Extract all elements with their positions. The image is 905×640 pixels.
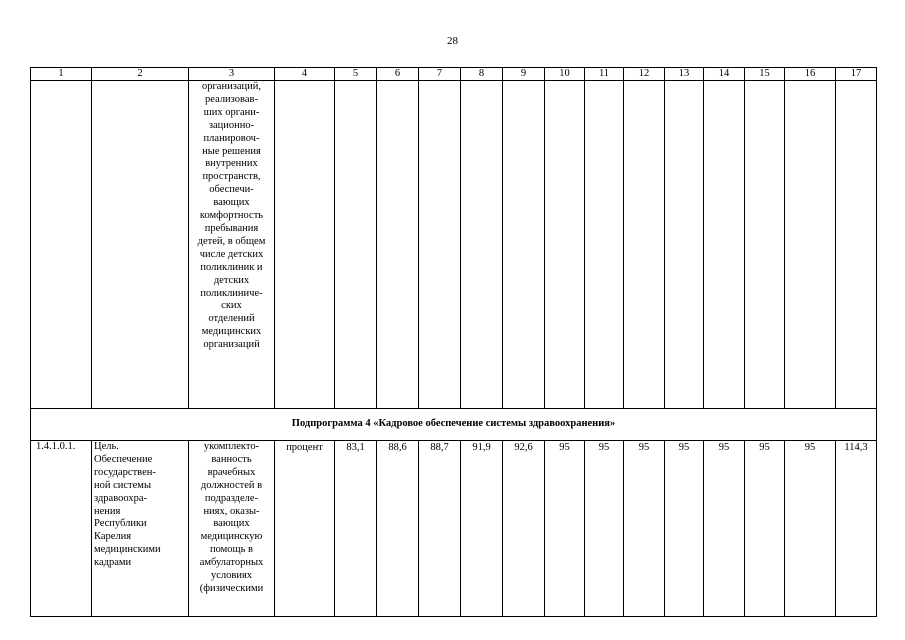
column-number: 7 <box>419 68 461 81</box>
column-number: 11 <box>585 68 624 81</box>
column-number: 15 <box>745 68 785 81</box>
table-cell <box>785 81 836 409</box>
value-cell: 95 <box>704 441 745 617</box>
table-cell <box>92 81 189 409</box>
column-number: 14 <box>704 68 745 81</box>
column-number: 8 <box>461 68 503 81</box>
table-cell <box>745 81 785 409</box>
column-number: 12 <box>624 68 665 81</box>
table-cell <box>31 81 92 409</box>
value-cell: 95 <box>745 441 785 617</box>
table-cell <box>836 81 877 409</box>
column-number: 16 <box>785 68 836 81</box>
table-cell <box>665 81 704 409</box>
subprogram-row <box>31 409 877 441</box>
table-cell <box>624 81 665 409</box>
column-number: 3 <box>189 68 275 81</box>
column-number: 17 <box>836 68 877 81</box>
value-cell: 95 <box>545 441 585 617</box>
value-cell: 95 <box>785 441 836 617</box>
value-cell: 95 <box>585 441 624 617</box>
column-number: 5 <box>335 68 377 81</box>
value-cell: 88,6 <box>377 441 419 617</box>
indicators-table <box>30 67 877 617</box>
column-number: 4 <box>275 68 335 81</box>
column-number: 9 <box>503 68 545 81</box>
indicator-cell <box>189 441 275 617</box>
goal-text: Цель. Обеспечение государствен- ной системы здравоохра- нения Республики Карелия медицинскими кадрами <box>94 441 161 569</box>
value-cell: 83,1 <box>335 441 377 617</box>
column-number: 13 <box>665 68 704 81</box>
table-cell <box>335 81 377 409</box>
table-cell <box>704 81 745 409</box>
indicator-text: укомплекто- ванность врачебных должностей в подразделе- ниях, оказы- вающих медицинскую помощь в амбулаторных условиях (физическими <box>199 441 264 594</box>
table-cell <box>545 81 585 409</box>
column-number: 1 <box>31 68 92 81</box>
table-cell <box>419 81 461 409</box>
value-cell: 114,3 <box>836 441 877 617</box>
column-number: 6 <box>377 68 419 81</box>
table-cell <box>461 81 503 409</box>
row-code: 1.4.1.0.1. <box>31 441 92 617</box>
value-cell: 88,7 <box>419 441 461 617</box>
page-number: 28 <box>447 35 458 47</box>
indicator-text: организаций, реализовав- ших органи- зационно- планировоч- ные решения внутренних пространств, обеспечи- вающих комфортность пребывания детей, в общем числе детских поликлиник и детских поликлиниче- ских отделений медицинских организаций <box>197 81 266 351</box>
table-cell <box>503 81 545 409</box>
subprogram-title: Подпрограмма 4 «Кадровое обеспечение системы здравоохранения» <box>31 409 877 441</box>
value-cell: 95 <box>665 441 704 617</box>
column-number: 10 <box>545 68 585 81</box>
table-row <box>31 441 877 617</box>
table-row <box>31 81 877 409</box>
column-number-row <box>31 68 877 81</box>
table-cell <box>275 81 335 409</box>
indicator-cell <box>189 81 275 409</box>
value-cell: 95 <box>624 441 665 617</box>
goal-cell <box>92 441 189 617</box>
table-cell <box>585 81 624 409</box>
value-cell: 91,9 <box>461 441 503 617</box>
table-cell <box>377 81 419 409</box>
column-number: 2 <box>92 68 189 81</box>
unit-cell: процент <box>275 441 335 617</box>
value-cell: 92,6 <box>503 441 545 617</box>
